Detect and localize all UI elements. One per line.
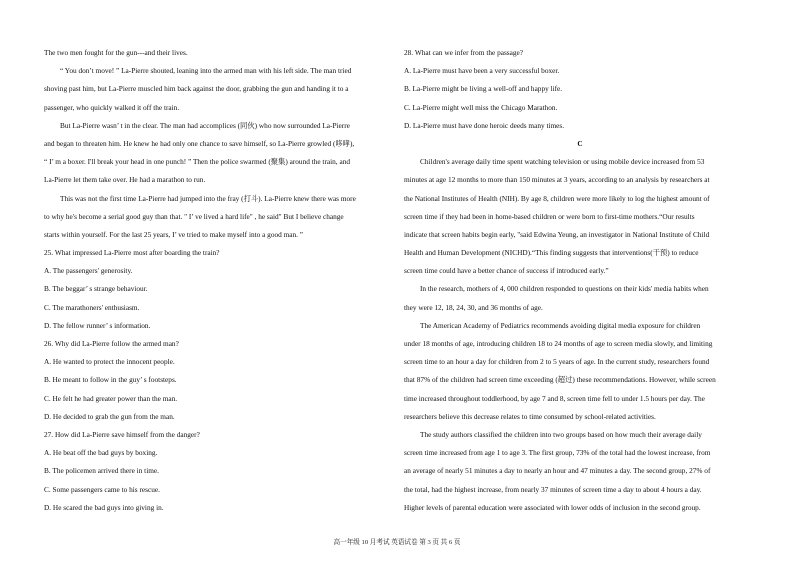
text-line: C. He felt he had greater power than the man. xyxy=(44,393,178,403)
text-line: C xyxy=(577,138,583,148)
text-line: A. The passengers' generosity. xyxy=(44,266,133,276)
text-line: “ I’ m a boxer. I'll break your head in one punch! ” Then the police swarmed (聚集) around the train, and xyxy=(44,157,350,167)
text-line: La-Pierre let them take over. He had a marathon to run. xyxy=(44,175,206,185)
text-line: an average of nearly 51 minutes a day to nearly an hour and 47 minutes a day. The second group, 27% of xyxy=(404,466,711,476)
text-line: This was not the first time La-Pierre had jumped into the fray (打斗). La-Pierre knew there was more xyxy=(60,193,356,203)
text-line: A. La-Pierre must have been a very successful boxer. xyxy=(404,66,560,76)
text-line: Higher levels of parental education were associated with lower odds of inclusion in the second group. xyxy=(404,502,701,512)
text-line: “ You don’t move! ” La-Pierre shouted, leaning into the armed man with his left side. The man tried xyxy=(60,66,352,76)
text-line: and began to threaten him. He knew he had only one chance to save himself, so La-Pierre growled (哆哮), xyxy=(44,138,355,148)
text-line: D. He decided to grab the gun from the man. xyxy=(44,411,175,421)
text-line: D. La-Pierre must have done heroic deeds many times. xyxy=(404,120,565,130)
text-line: they were 12, 18, 24, 30, and 36 months of age. xyxy=(404,302,543,312)
text-line: C. La-Pierre might well miss the Chicago Marathon. xyxy=(404,102,558,112)
text-line: But La-Pierre wasn’ t in the clear. The man had accomplices (同伙) who now surrounded La-Pierre xyxy=(60,120,350,130)
text-line: screen time could have a better chance of success if introduced early.” xyxy=(404,266,609,276)
text-line: A. He beat off the bad guys by boxing. xyxy=(44,448,158,458)
text-line: 26. Why did La-Pierre follow the armed man? xyxy=(44,339,179,348)
text-line: Children's average daily time spent watching television or using mobile device increased from 53 xyxy=(420,157,705,167)
text-line: B. The policemen arrived there in time. xyxy=(44,466,159,476)
text-line: B. He meant to follow in the guy’ s footsteps. xyxy=(44,375,177,385)
text-line: under 18 months of age, introducing children 18 to 24 months of age to screen media slowly, and limiting xyxy=(404,339,713,348)
text-line: B. The beggar’ s strange behaviour. xyxy=(44,284,148,294)
text-line: C. The marathoners' enthusiasm. xyxy=(44,302,140,312)
text-line: The study authors classified the children into two groups based on how much their average daily xyxy=(420,429,702,439)
text-line: researchers believe this decrease relates to time consumed by school-related activities. xyxy=(404,411,656,421)
text-line: minutes at age 12 months to more than 150 minutes at 3 years, according to an analysis by researchers at xyxy=(404,175,710,185)
text-line: 25. What impressed La-Pierre most after boarding the train? xyxy=(44,248,220,258)
text-line: that 87% of the children had screen time exceeding (超过) these recommendations. However, while screen xyxy=(404,375,716,385)
text-line: The American Academy of Pediatrics recommends avoiding digital media exposure for children xyxy=(420,320,701,330)
text-line: time increased throughout toddlerhood, by age 7 and 8, screen time fell to under 1.5 hours per day. The xyxy=(404,393,705,403)
text-line: screen time increased from age 1 to age 3. The first group, 73% of the total had the lowest increase, from xyxy=(404,448,711,458)
text-line: the National Institutes of Health (NIH). By age 8, children were more likely to log the highest amount of xyxy=(404,193,710,203)
text-line: the total, had the highest increase, from nearly 37 minutes of screen time a day to about 4 hours a day. xyxy=(404,484,702,494)
text-line: 28. What can we infer from the passage? xyxy=(404,48,523,57)
text-line: screen time if they had been in home-based children or were born to first-time mothers.“Our results xyxy=(404,211,695,221)
text-line: D. He scared the bad guys into giving in. xyxy=(44,502,164,512)
text-line: passenger, who quickly walked it off the train. xyxy=(44,102,180,112)
right-column xyxy=(404,46,756,519)
text-line: shoving past him, but La-Pierre muscled him back against the door, grabbing the gun and handing it to a xyxy=(44,84,349,94)
text-line: B. La-Pierre might be living a well-off and happy life. xyxy=(404,84,563,94)
text-line: to why he's become a serial good guy than that. " I’ ve lived a hard life" , he said" But I believe change xyxy=(44,211,344,221)
text-line: In the research, mothers of 4, 000 children responded to questions on their kids' media habits when xyxy=(420,284,709,294)
text-line: C. Some passengers came to his rescue. xyxy=(44,484,160,494)
text-line: The two men fought for the gun---and their lives. xyxy=(44,48,188,57)
text-line: screen time to an hour a day for children from 2 to 5 years of age. In the current study, researchers found xyxy=(404,357,710,367)
text-line: starts within yourself. For the last 25 years, I’ ve tried to make myself into a good man. ” xyxy=(44,229,304,239)
left-column xyxy=(44,46,396,519)
text-line: A. He wanted to protect the innocent people. xyxy=(44,357,175,367)
text-line: D. The fellow runner’ s information. xyxy=(44,320,151,330)
text-line: Health and Human Development (NICHD).“This finding suggests that interventions(干预) to reduce xyxy=(404,248,699,258)
text-line: indicate that screen habits begin early, "said Edwina Yeung, an investigator in National Institute of Child xyxy=(404,229,710,239)
page-footer: 高一年级 10 月考试 英语试卷 第 3 页 共 6 页 xyxy=(333,539,461,546)
text-line: 27. How did La-Pierre save himself from the danger? xyxy=(44,429,200,439)
